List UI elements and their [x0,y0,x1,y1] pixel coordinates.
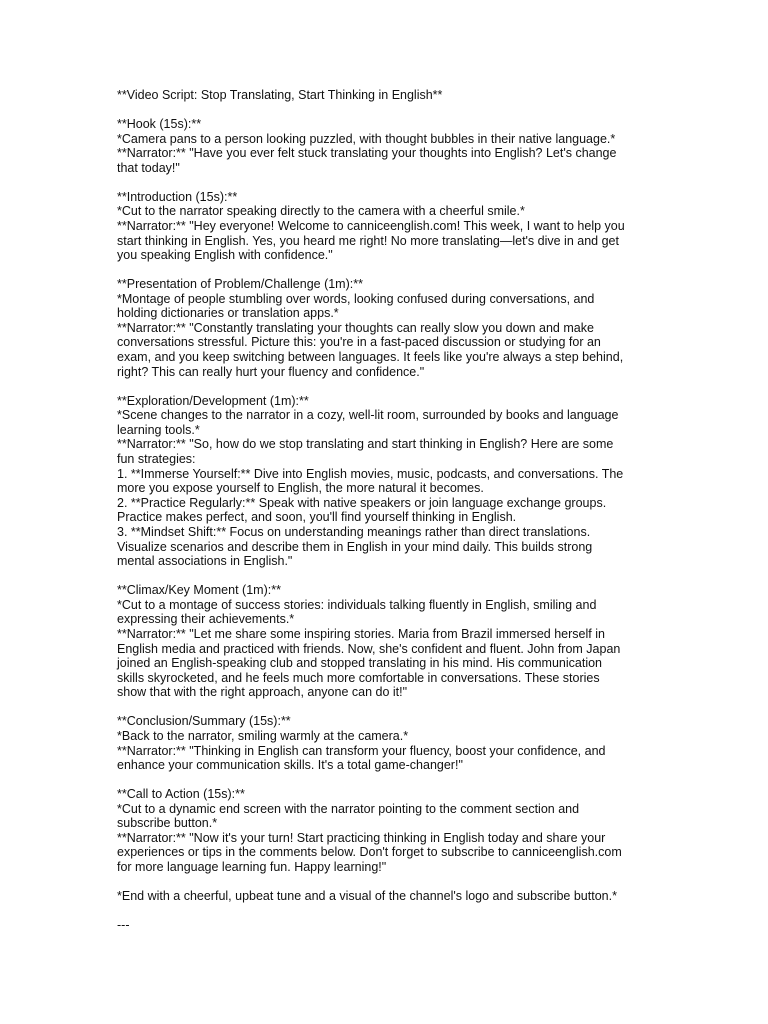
section-gap [117,700,657,714]
section-gap [117,569,657,583]
list-item: more you expose yourself to English, the more natural it becomes. [117,481,484,496]
list-item: Practice makes perfect, and soon, you'll find yourself thinking in English. [117,510,517,525]
section-heading-call-to-action: **Call to Action (15s):** [117,787,245,802]
narrator-line: **Narrator:** "So, how do we stop translating and start thinking in English? Here are some [117,437,614,452]
narrator-line: **Narrator:** "Have you ever felt stuck translating your thoughts into English? Let's change [117,146,617,161]
narrator-line: exam, and you keep switching between languages. It feels like you're always a step behind, [117,350,624,365]
narrator-line: **Narrator:** "Now it's your turn! Start practicing thinking in English today and share your [117,830,606,845]
section-heading-hook: **Hook (15s):** [117,116,202,131]
closing-stage-direction: *End with a cheerful, upbeat tune and a visual of the channel's logo and subscribe button.* [117,889,617,904]
stage-direction: *Back to the narrator, smiling warmly at the camera.* [117,728,409,743]
section-gap [117,875,657,889]
stage-direction: *Montage of people stumbling over words, looking confused during conversations, and [117,291,595,306]
section-heading-problem: **Presentation of Problem/Challenge (1m):** [117,277,363,292]
stage-direction: *Scene changes to the narrator in a cozy, well-lit room, surrounded by books and language [117,408,619,423]
narrator-line: enhance your communication skills. It's a total game-changer!" [117,758,463,773]
section-heading-exploration: **Exploration/Development (1m):** [117,393,309,408]
document-title: **Video Script: Stop Translating, Start Thinking in English** [117,88,443,102]
section-gap [117,773,657,787]
narrator-line: **Narrator:** "Thinking in English can transform your fluency, boost your confidence, and [117,743,606,758]
section-gap [117,175,657,189]
section-gap [117,379,657,393]
narrator-line: **Narrator:** "Constantly translating your thoughts can really slow you down and make [117,320,594,335]
narrator-line: show that with the right approach, anyone can do it!" [117,685,408,700]
narrator-line: **Narrator:** "Let me share some inspiring stories. Maria from Brazil immersed herself in [117,626,605,641]
stage-direction: *Cut to a dynamic end screen with the narrator pointing to the comment section and [117,801,580,816]
narrator-line: **Narrator:** "Hey everyone! Welcome to canniceenglish.com! This week, I want to help you [117,218,625,233]
script-document [117,88,657,933]
list-item: 2. **Practice Regularly:** Speak with native speakers or join language exchange groups. [117,495,607,510]
stage-direction: subscribe button.* [117,816,218,831]
stage-direction: holding dictionaries or translation apps.* [117,306,339,321]
stage-direction: *Cut to a montage of success stories: individuals talking fluently in English, smiling and [117,597,597,612]
narrator-line: you speaking English with confidence." [117,248,333,263]
list-item: 1. **Immerse Yourself:** Dive into English movies, music, podcasts, and conversations. The [117,466,624,481]
narrator-line: fun strategies: [117,452,196,467]
narrator-line: English media and practiced with friends. Now, she's confident and fluent. John from Japan [117,641,621,656]
stage-direction: expressing their achievements.* [117,612,295,627]
stage-direction: *Cut to the narrator speaking directly to the camera with a cheerful smile.* [117,204,525,219]
section-heading-introduction: **Introduction (15s):** [117,189,238,204]
narrator-line: right? This can really hurt your fluency and confidence." [117,364,425,379]
narrator-line: skills skyrocketed, and he feels much more comfortable in conversations. These stories [117,670,600,685]
narrator-line: experiences or tips in the comments below. Don't forget to subscribe to canniceenglish.com [117,845,622,860]
list-item: Visualize scenarios and describe them in English in your mind daily. This builds strong [117,539,593,554]
narrator-line: for more language learning fun. Happy learning!" [117,860,387,875]
section-gap [117,904,657,918]
section-gap [117,263,657,277]
stage-direction: learning tools.* [117,422,200,437]
list-item: 3. **Mindset Shift:** Focus on understanding meanings rather than direct translations. [117,525,591,539]
section-heading-conclusion: **Conclusion/Summary (15s):** [117,714,291,729]
stage-direction: *Camera pans to a person looking puzzled, with thought bubbles in their native language.* [117,131,616,146]
section-gap [117,103,657,117]
narrator-line: joined an English-speaking club and stopped translating in his mind. His communication [117,656,602,671]
separator: --- [117,918,130,933]
narrator-line: start thinking in English. Yes, you heard me right! No more translating—let's dive in and get [117,233,619,248]
narrator-line: conversations stressful. Picture this: you're in a fast-paced discussion or studying for an [117,335,601,350]
list-item: mental associations in English." [117,554,293,569]
narrator-line: that today!" [117,160,180,175]
section-heading-climax: **Climax/Key Moment (1m):** [117,583,281,598]
